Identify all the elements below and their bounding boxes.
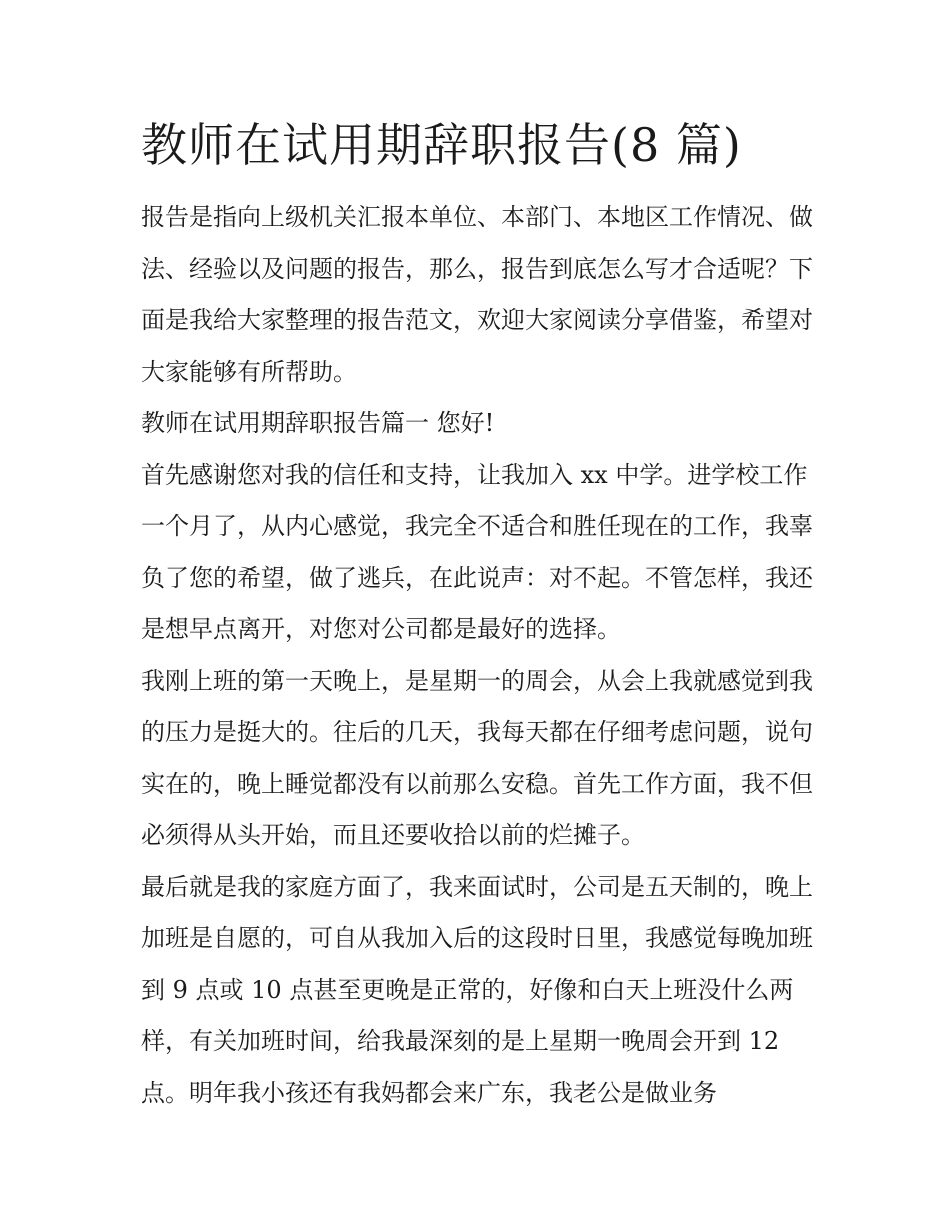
- paragraph-thanks: 首先感谢您对我的信任和支持，让我加入 xx 中学。进学校工作一个月了，从内心感觉，我完全不适合和胜任现在的工作，我辜负了您的希望，做了逃兵，在此说声：对不起。不管怎样，我还是想早点离开，对您对公司都是最好的选择。: [141, 460, 813, 643]
- paragraph-first-day: 我刚上班的第一天晚上，是星期一的周会，从会上我就感觉到我的压力是挺大的。往后的几天，我每天都在仔细考虑问题，说句实在的，晚上睡觉都没有以前那么安稳。首先工作方面，我不但必须得从头开始，而且还要收拾以前的烂摊子。: [141, 666, 813, 849]
- paragraph-intro: 报告是指向上级机关汇报本单位、本部门、本地区工作情况、做法、经验以及问题的报告，那么，报告到底怎么写才合适呢？下面是我给大家整理的报告范文，欢迎大家阅读分享借鉴，希望对大家能够有所帮助。: [141, 203, 813, 386]
- paragraph-family: 最后就是我的家庭方面了，我来面试时，公司是五天制的，晚上加班是自愿的，可自从我加入后的这段时日里，我感觉每晚加班到 9 点或 10 点甚至更晚是正常的，好像和白天上班没什么两样，有关加班时间，给我最深刻的是上星期一晚周会开到 12 点。明年我小孩还有我妈都会来广东，我老公是做业务: [141, 872, 813, 1107]
- document-page: [141, 110, 821, 1119]
- paragraph-section-heading: 教师在试用期辞职报告篇一 您好!: [141, 409, 495, 437]
- document-title: 教师在试用期辞职报告(8 篇): [141, 118, 742, 172]
